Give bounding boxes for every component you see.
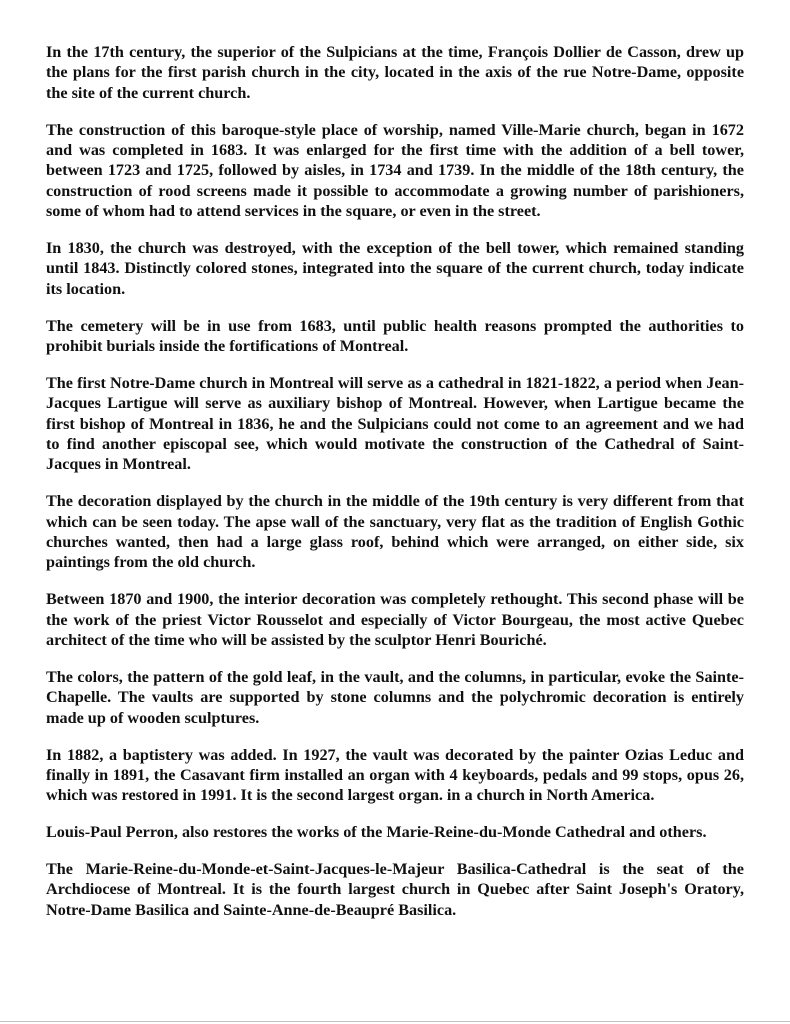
paragraph-basilica-cathedral: The Marie-Reine-du-Monde-et-Saint-Jacques-le-Majeur Basilica-Cathedral is the seat of the Archdiocese of Montreal. It is the fourth largest church in Quebec after Saint Joseph's Oratory, Notre-Dame Basilica and Sainte-Anne-de-Beaupré Basilica. <box>46 859 744 919</box>
paragraph-19th-century-decoration: The decoration displayed by the church in the middle of the 19th century is very different from that which can be seen today. The apse wall of the sanctuary, very flat as the tradition of English Gothic churches wanted, then had a large glass roof, behind which were arranged, on either side, six paintings from the old church. <box>46 492 744 572</box>
paragraph-interior-rethought: Between 1870 and 1900, the interior decoration was completely rethought. This second phase will be the work of the priest Victor Rousselot and especially of Victor Bourgeau, the most active Quebec architect of the time who will be assisted by the sculptor Henri Bouriché. <box>46 590 744 650</box>
paragraph-sainte-chapelle: The colors, the pattern of the gold leaf, in the vault, and the columns, in particular, evoke the Sainte-Chapelle. The vaults are supported by stone columns and the polychromic decoration is entirely made up of wooden sculptures. <box>46 667 744 727</box>
paragraph-baptistery-organ: In 1882, a baptistery was added. In 1927, the vault was decorated by the painter Ozias Leduc and finally in 1891, the Casavant firm installed an organ with 4 keyboards, pedals and 99 stops, opus 26, which was restored in 1991. It is the second largest organ. in a church in North America. <box>46 745 744 805</box>
paragraph-church-destroyed: In 1830, the church was destroyed, with the exception of the bell tower, which remained standing until 1843. Distinctly colored stones, integrated into the square of the current church, today indicate its location. <box>46 239 744 298</box>
paragraph-cemetery: The cemetery will be in use from 1683, until public health reasons prompted the authorities to prohibit burials inside the fortifications of Montreal. <box>46 316 744 356</box>
paragraph-perron-restoration: Louis-Paul Perron, also restores the works of the Marie-Reine-du-Monde Cathedral and others. <box>46 823 707 842</box>
paragraph-ville-marie-construction: The construction of this baroque-style place of worship, named Ville-Marie church, began in 1672 and was completed in 1683. It was enlarged for the first time with the addition of a bell tower, between 1723 and 1725, followed by aisles, in 1734 and 1739. In the middle of the 18th century, the construction of rood screens made it possible to accommodate a growing number of parishioners, some of whom had to attend services in the square, or even in the street. <box>46 120 744 221</box>
paragraph-cathedral-period: The first Notre-Dame church in Montreal will serve as a cathedral in 1821-1822, a period when Jean-Jacques Lartigue will serve as auxiliary bishop of Montreal. However, when Lartigue became the first bishop of Montreal in 1836, he and the Sulpicians could not come to an agreement and we had to find another episcopal see, which would motivate the construction of the Cathedral of Saint-Jacques in Montreal. <box>46 373 744 474</box>
paragraph-first-church-plans: In the 17th century, the superior of the Sulpicians at the time, François Dollier de Casson, drew up the plans for the first parish church in the city, located in the axis of the rue Notre-Dame, opposite the site of the current church. <box>46 43 744 102</box>
page-bottom-divider <box>0 1021 790 1022</box>
